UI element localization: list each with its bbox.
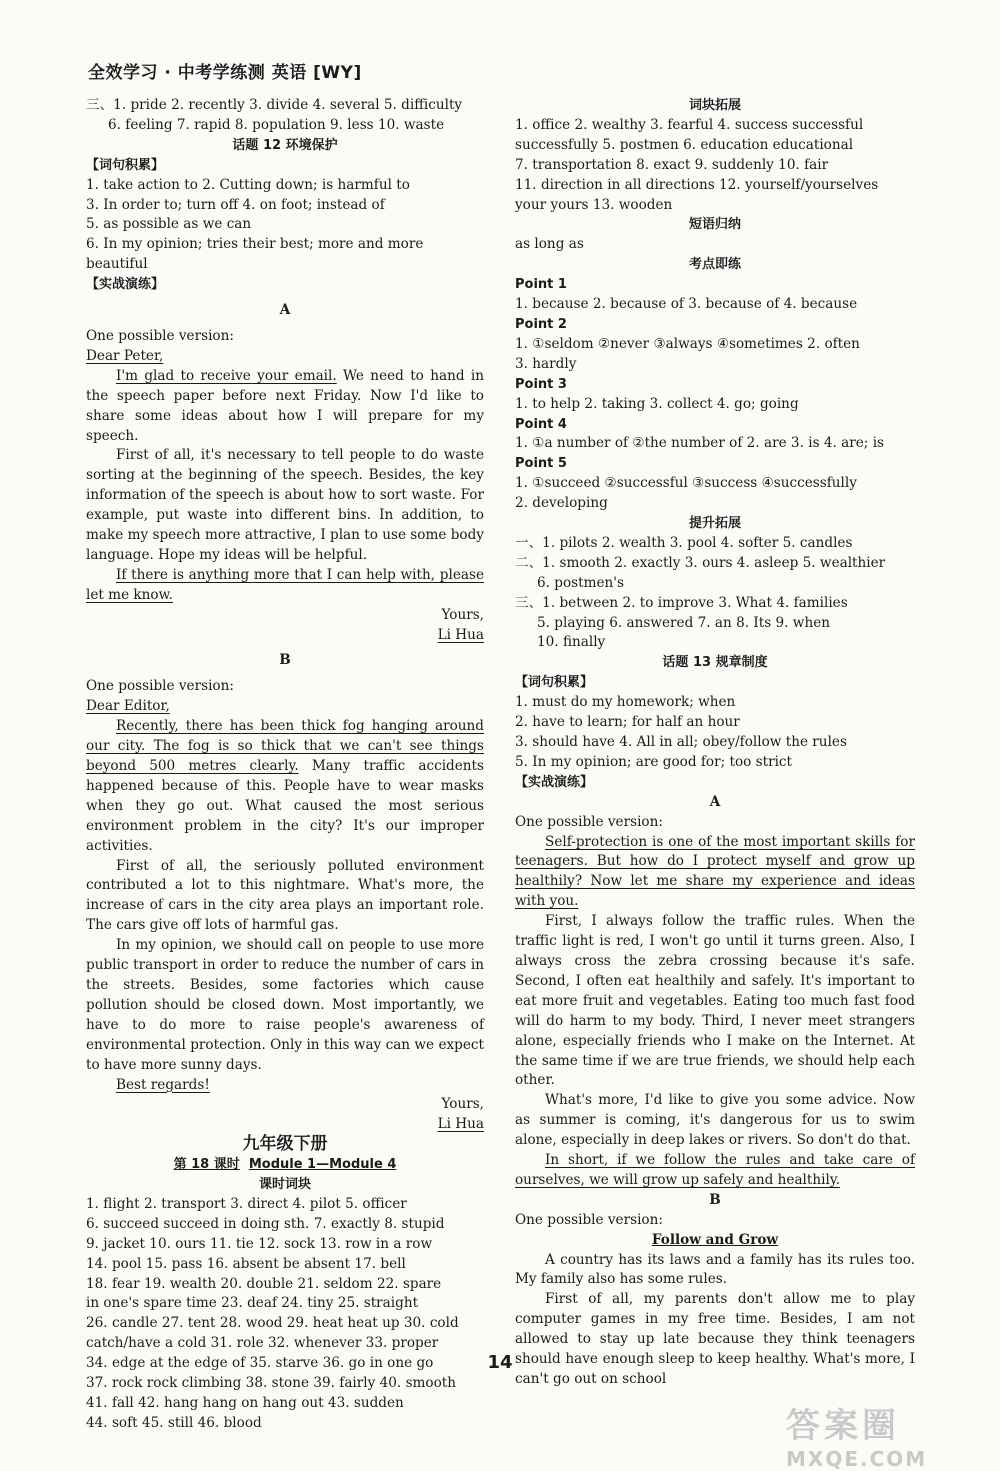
vocab-line: 14. pool 15. pass 16. absent be absent 17. bell	[86, 1255, 406, 1272]
essay-d-paragraph-1: A country has its laws and a family has its rules too. My family also has some rules.	[515, 1251, 915, 1288]
point-line: 1. ①seldom ②never ③always ④sometimes 2. often	[515, 335, 860, 352]
ciju-line: 6. In my opinion; tries their best; more and more beautiful	[86, 236, 424, 273]
vocab-line: in one's spare time 23. deaf 24. tiny 25. straight	[86, 1295, 419, 1312]
watermark-logo	[786, 1398, 976, 1471]
duanyu-line: as long as	[515, 236, 584, 253]
ciju-line: 5. as possible as we can	[86, 216, 252, 233]
essay-d-label: B	[709, 1191, 721, 1208]
vocab-line: 37. rock rock climbing 38. stone 39. fairly 40. smooth	[86, 1375, 457, 1392]
essay-b-closing: Yours,	[441, 1096, 484, 1113]
vocab-line: 44. soft 45. still 46. blood	[86, 1414, 262, 1431]
cikuai-line: 1. office 2. wealthy 3. fearful 4. success successful	[515, 116, 864, 133]
tisheng-line: 二、1. smooth 2. exactly 3. ours 4. asleep 5. wealthier	[515, 554, 886, 571]
topic13-heading: 话题 13 规章制度	[662, 655, 768, 671]
essay-c-paragraph-1: Self-protection is one of the most important skills for teenagers. But how do I protect myself and grow up healthily? Now let me share my experience and ideas with you.	[515, 833, 915, 910]
lesson-modules: Module 1—Module 4	[248, 1157, 397, 1173]
shizhan-heading: 【实战演练】	[515, 774, 594, 790]
right-column	[515, 96, 915, 1390]
unit-title: 九年级下册	[242, 1134, 328, 1155]
lesson-number: 第 18 课时	[173, 1157, 240, 1173]
ciju-line: 5. In my opinion; are good for; too strict	[515, 753, 792, 770]
point-label: Point 4	[515, 416, 567, 432]
essay-c-paragraph-2: First, I always follow the traffic rules. When the traffic light is red, I won't go until it turns green. Also, I always cross the zebra crossing because it's safe. Second, I often eat healthily and safely. It's important to eat more fruit and vegetables. Eating too much fast food will do harm to my body. Third, I never meet strangers alone, especially friends who I make on the Internet. At the same time if we are true friends, we should help each other.	[515, 913, 915, 1089]
cikuai-line: your yours 13. wooden	[515, 196, 673, 213]
point-line: 1. ①succeed ②successful ③success ④successfully	[515, 475, 857, 492]
kaodian-heading: 考点即练	[688, 257, 741, 273]
left-column	[86, 96, 484, 1434]
sec3-line: 三、1. pride 2. recently 3. divide 4. several 5. difficulty	[86, 97, 463, 113]
point-line: 1. to help 2. taking 3. collect 4. go; going	[515, 395, 799, 412]
essay-c-intro: One possible version:	[515, 813, 663, 830]
essay-c-paragraph-3: What's more, I'd like to give you some advice. Now as summer is coming, it's dangerous for us to swim alone, especially in deep lakes or rivers. So don't do that.	[515, 1092, 915, 1149]
cikuai-line: successfully 5. postmen 6. education educational	[515, 136, 854, 153]
page-header: 全效学习 · 中考学练测 英语 [WY]	[88, 63, 362, 83]
essay-d-paragraph-2: First of all, my parents don't allow me to play computer games in my free time. Besides, I am not allowed to stay up late because they think teenagers should have enough sleep to keep healthy. What's more, I can't go out on school	[515, 1291, 915, 1387]
ciju-line: 1. take action to 2. Cutting down; is harmful to	[86, 176, 410, 193]
essay-c-label: A	[709, 793, 721, 810]
essay-d-title: Follow and Grow	[651, 1231, 779, 1248]
point-label: Point 3	[515, 376, 567, 392]
cikuai-heading: 词块拓展	[688, 98, 741, 113]
cikuai-line: 11. direction in all directions 12. yourself/yourselves	[515, 176, 879, 193]
essay-b-p1-underlined: Recently, there has been thick fog hanging around our city. The fog is so thick that we can't see things beyond 500 metres clearly.	[86, 718, 484, 774]
essay-a-intro: One possible version:	[86, 327, 234, 344]
tisheng-heading: 提升拓展	[688, 516, 741, 532]
sec3-line: 6. feeling 7. rapid 8. population 9. less 10. waste	[108, 116, 445, 133]
essay-b-paragraph-1	[86, 717, 484, 856]
cikuai-line: 7. transportation 8. exact 9. suddenly 10. fair	[515, 156, 829, 173]
tisheng-line: 10. finally	[537, 634, 606, 651]
ciju-heading: 【词句积累】	[86, 157, 165, 173]
essay-a-closing: Yours,	[441, 606, 484, 623]
vocab-line: 34. edge at the edge of 35. starve 36. go in one go	[86, 1355, 434, 1372]
essay-a-p1-rest: We need to hand in the speech paper before next Friday. Now I'd like to share some ideas about how I will prepare for my speech.	[86, 367, 484, 444]
point-line: 1. because 2. because of 3. because of 4. because	[515, 296, 858, 313]
tisheng-line: 5. playing 6. answered 7. an 8. Its 9. when	[537, 614, 830, 631]
point-label: Point 1	[515, 277, 567, 293]
vocab-line: 18. fear 19. wealth 20. double 21. seldom 22. spare	[86, 1275, 442, 1292]
essay-b-p1-rest: Many traffic accidents happened because of this. People have to wear masks when they go out. What caused the most serious environment problem in the city? It's our improper activities.	[86, 758, 484, 854]
point-line: 3. hardly	[515, 355, 577, 372]
watermark-bottom: MXQE.COM	[786, 1447, 928, 1471]
essay-a-paragraph-2: First of all, it's necessary to tell people to do waste sorting at the beginning of the speech. Besides, the key information of the speech is about how to sort waste. For example, put waste into different bins. In addition, to make my speech more attractive, I plan to use some body language. Hope my ideas will be helpful.	[86, 447, 484, 563]
tisheng-line: 一、1. pilots 2. wealth 3. pool 4. softer 5. candles	[515, 534, 853, 551]
topic12-heading: 话题 12 环境保护	[232, 137, 338, 153]
ciju-heading: 【词句积累】	[515, 675, 594, 691]
watermark-top: 答案圈	[786, 1406, 900, 1446]
essay-b-intro: One possible version:	[86, 678, 234, 695]
essay-a-signature: Li Hua	[437, 626, 484, 643]
vocab-line: 9. jacket 10. ours 11. tie 12. sock 13. row in a row	[86, 1235, 433, 1252]
ciju-line: 3. In order to; turn off 4. on foot; instead of	[86, 196, 385, 213]
tisheng-line: 6. postmen's	[537, 574, 625, 591]
essay-b-signature: Li Hua	[437, 1116, 484, 1133]
essay-b-label: B	[279, 652, 291, 669]
essay-a-paragraph-1	[86, 367, 484, 447]
tisheng-line: 三、1. between 2. to improve 3. What 4. families	[515, 594, 848, 611]
essay-c-paragraph-4: In short, if we follow the rules and take care of ourselves, we will grow up safely and healthily.	[515, 1152, 915, 1188]
ciju-line: 1. must do my homework; when	[515, 694, 736, 711]
essay-a-paragraph-3: If there is anything more that I can help with, please let me know.	[86, 566, 484, 603]
essay-a-label: A	[279, 302, 291, 319]
essay-d-intro: One possible version:	[515, 1211, 663, 1228]
vocab-heading: 课时词块	[258, 1177, 311, 1193]
page-number: 14	[487, 1352, 513, 1373]
essay-b-paragraph-3: In my opinion, we should call on people to use more public transport in order to reduce the number of cars in the streets. Besides, some factories which cause pollution should be closed down. Most importantly, we have to do more to raise people's awareness of environmental protection. Only in this way can we expect to have more sunny days.	[86, 937, 484, 1073]
point-label: Point 5	[515, 456, 567, 472]
vocab-line: 1. flight 2. transport 3. direct 4. pilot 5. officer	[86, 1195, 407, 1212]
essay-b-greeting: Dear Editor,	[86, 698, 170, 715]
lesson-title	[86, 1155, 484, 1175]
vocab-line: 41. fall 42. hang hang on hang out 43. sudden	[86, 1395, 404, 1411]
essay-b-paragraph-4: Best regards!	[116, 1076, 210, 1093]
ciju-line: 2. have to learn; for half an hour	[515, 714, 740, 731]
ciju-line: 3. should have 4. All in all; obey/follow the rules	[515, 734, 847, 750]
duanyu-heading: 短语归纳	[688, 217, 741, 233]
shizhan-heading: 【实战演练】	[86, 277, 165, 293]
vocab-line: 6. succeed succeed in doing sth. 7. exactly 8. stupid	[86, 1215, 445, 1232]
vocab-line: catch/have a cold 31. role 32. whenever 33. proper	[86, 1335, 439, 1352]
point-line: 1. ①a number of ②the number of 2. are 3. is 4. are; is	[515, 435, 885, 452]
essay-a-greeting: Dear Peter,	[86, 347, 164, 364]
point-label: Point 2	[515, 316, 567, 332]
essay-b-paragraph-2: First of all, the seriously polluted environment contributed a lot to this nightmare. What's more, the increase of cars in the city area plays an important role. The cars give off lots of harmful gas.	[86, 857, 484, 934]
essay-a-p1-underlined: I'm glad to receive your email.	[116, 367, 337, 384]
vocab-line: 26. candle 27. tent 28. wood 29. heat heat up 30. cold	[86, 1315, 459, 1332]
point-line: 2. developing	[515, 495, 608, 512]
